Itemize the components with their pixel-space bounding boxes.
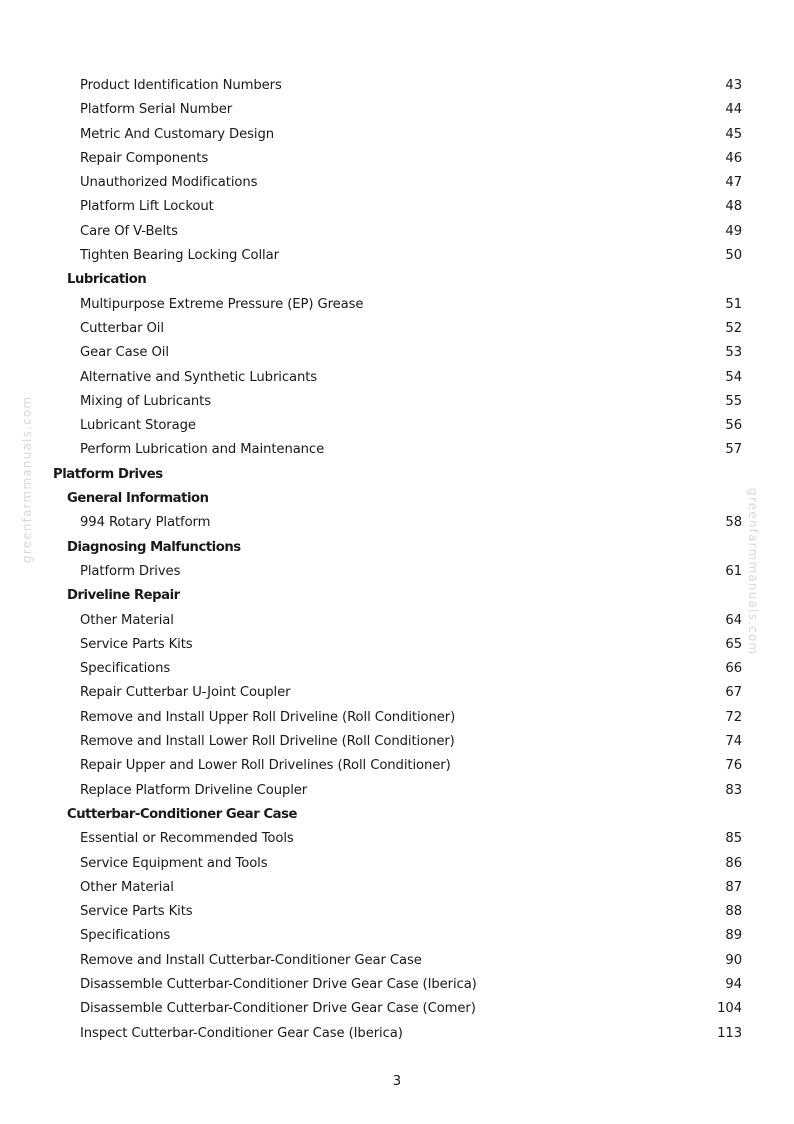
toc-entry-title: Replace Platform Driveline Coupler [80, 782, 308, 798]
toc-entry-title: Repair Upper and Lower Roll Drivelines (Roll Conditioner) [80, 758, 451, 774]
toc-entry[interactable] [0, 391, 794, 415]
toc-entry[interactable] [0, 367, 794, 391]
toc-entry-title: Essential or Recommended Tools [80, 831, 294, 847]
toc-subsection-heading[interactable] [0, 488, 794, 512]
toc-entry[interactable] [0, 780, 794, 804]
toc-entry-title: Platform Drives [80, 563, 181, 579]
toc-entry-title: Alternative and Synthetic Lubricants [80, 369, 318, 385]
toc-entry-title: Service Equipment and Tools [80, 855, 268, 871]
toc-entry[interactable] [0, 294, 794, 318]
toc-entry-title: Service Parts Kits [80, 904, 193, 920]
toc-entry-page-number: 89 [725, 928, 742, 944]
toc-entry[interactable] [0, 731, 794, 755]
toc-entry[interactable] [0, 707, 794, 731]
toc-entry[interactable] [0, 634, 794, 658]
toc-entry-title: 994 Rotary Platform [80, 515, 211, 531]
toc-entry-title: Specifications [80, 661, 171, 677]
toc-entry-page-number: 94 [725, 976, 742, 992]
toc-entry-page-number: 64 [725, 612, 742, 628]
toc-entry-title: Remove and Install Lower Roll Driveline (Roll Conditioner) [80, 734, 455, 750]
toc-entry-title: Tighten Bearing Locking Collar [80, 248, 279, 264]
watermark-left: greenfarmmanuals.com [20, 395, 34, 563]
toc-entry-title: Cutterbar Oil [80, 320, 164, 336]
toc-entry-page-number: 57 [725, 442, 742, 458]
toc-entry-page-number: 55 [725, 393, 742, 409]
toc-entry[interactable] [0, 245, 794, 269]
toc-subsection-heading[interactable] [0, 269, 794, 293]
toc-entry[interactable] [0, 828, 794, 852]
toc-entry[interactable] [0, 925, 794, 949]
toc-entry-page-number: 85 [725, 831, 742, 847]
toc-entry-title: Remove and Install Upper Roll Driveline (Roll Conditioner) [80, 709, 456, 725]
toc-entry[interactable] [0, 682, 794, 706]
toc-entry[interactable] [0, 1023, 794, 1047]
toc-entry-title: Metric And Customary Design [80, 126, 274, 142]
toc-entry-page-number: 47 [725, 175, 742, 191]
toc-entry-page-number: 90 [725, 952, 742, 968]
toc-entry-title: Platform Drives [53, 466, 163, 482]
toc-subsection-heading[interactable] [0, 537, 794, 561]
toc-entry-page-number: 104 [717, 1001, 742, 1017]
toc-entry-title: Repair Components [80, 150, 209, 166]
toc-entry-page-number: 58 [725, 515, 742, 531]
toc-entry-title: Cutterbar-Conditioner Gear Case [67, 806, 298, 822]
toc-entry[interactable] [0, 172, 794, 196]
toc-entry-title: Service Parts Kits [80, 636, 193, 652]
toc-entry-page-number: 65 [725, 636, 742, 652]
toc-entry-page-number: 83 [725, 782, 742, 798]
toc-entry[interactable] [0, 75, 794, 99]
toc-entry[interactable] [0, 124, 794, 148]
toc-section-heading[interactable] [0, 464, 794, 488]
toc-entry-title: Platform Lift Lockout [80, 199, 214, 215]
toc-entry-page-number: 54 [725, 369, 742, 385]
toc-entry-title: Disassemble Cutterbar-Conditioner Drive Gear Case (Comer) [80, 1001, 476, 1017]
toc-entry[interactable] [0, 901, 794, 925]
toc-entry-title: Other Material [80, 612, 174, 628]
toc-entry-title: Perform Lubrication and Maintenance [80, 442, 325, 458]
toc-entry-title: Other Material [80, 879, 174, 895]
toc-entry-page-number: 50 [725, 248, 742, 264]
toc-entry-page-number: 74 [725, 734, 742, 750]
toc-entry[interactable] [0, 610, 794, 634]
toc-entry[interactable] [0, 877, 794, 901]
toc-entry[interactable] [0, 99, 794, 123]
toc-entry-page-number: 56 [725, 418, 742, 434]
toc-entry-title: Specifications [80, 928, 171, 944]
page-number: 3 [392, 1074, 402, 1089]
toc-entry-title: Product Identification Numbers [80, 78, 282, 93]
toc-entry-page-number: 52 [725, 320, 742, 336]
toc-entry[interactable] [0, 439, 794, 463]
toc-entry-title: Multipurpose Extreme Pressure (EP) Grease [80, 296, 364, 312]
toc-entry[interactable] [0, 221, 794, 245]
toc-entry-page-number: 87 [725, 879, 742, 895]
toc-entry-title: Lubricant Storage [80, 418, 196, 434]
table-of-contents [0, 75, 794, 1047]
toc-entry-title: Repair Cutterbar U-Joint Coupler [80, 685, 291, 701]
toc-entry-page-number: 44 [725, 102, 742, 118]
toc-entry[interactable] [0, 950, 794, 974]
toc-entry-page-number: 113 [717, 1025, 742, 1041]
watermark-right: greenfarmmanuals.com [746, 488, 760, 656]
toc-entry-page-number: 61 [725, 563, 742, 579]
toc-entry[interactable] [0, 658, 794, 682]
toc-entry-title: Diagnosing Malfunctions [67, 539, 241, 555]
toc-entry[interactable] [0, 755, 794, 779]
toc-subsection-heading[interactable] [0, 585, 794, 609]
toc-entry-title: Lubrication [67, 272, 147, 288]
toc-entry[interactable] [0, 148, 794, 172]
toc-entry-page-number: 43 [725, 78, 742, 93]
toc-entry[interactable] [0, 853, 794, 877]
toc-entry-page-number: 86 [725, 855, 742, 871]
toc-entry-page-number: 66 [725, 661, 742, 677]
toc-entry-page-number: 45 [725, 126, 742, 142]
toc-entry-title: Platform Serial Number [80, 102, 233, 118]
toc-entry-page-number: 53 [725, 345, 742, 361]
toc-entry-page-number: 49 [725, 223, 742, 239]
toc-entry[interactable] [0, 561, 794, 585]
toc-entry-title: Remove and Install Cutterbar-Conditioner Gear Case [80, 952, 422, 968]
toc-entry-page-number: 76 [725, 758, 742, 774]
toc-entry-title: Disassemble Cutterbar-Conditioner Drive Gear Case (Iberica) [80, 976, 477, 992]
toc-entry-page-number: 72 [725, 709, 742, 725]
toc-entry[interactable] [0, 998, 794, 1022]
toc-entry-page-number: 88 [725, 904, 742, 920]
toc-entry[interactable] [0, 318, 794, 342]
toc-entry-page-number: 51 [725, 296, 742, 312]
toc-subsection-heading[interactable] [0, 804, 794, 828]
toc-entry-page-number: 46 [725, 150, 742, 166]
toc-entry-page-number: 48 [725, 199, 742, 215]
toc-entry-title: Inspect Cutterbar-Conditioner Gear Case (Iberica) [80, 1025, 403, 1041]
toc-entry[interactable] [0, 196, 794, 220]
toc-entry[interactable] [0, 974, 794, 998]
toc-entry-title: Mixing of Lubricants [80, 393, 211, 409]
toc-entry[interactable] [0, 342, 794, 366]
toc-entry-title: Unauthorized Modifications [80, 175, 258, 191]
toc-entry[interactable] [0, 415, 794, 439]
toc-entry-title: Driveline Repair [67, 588, 180, 604]
toc-entry-title: Care Of V-Belts [80, 223, 178, 239]
toc-entry-page-number: 67 [725, 685, 742, 701]
toc-entry-title: General Information [67, 491, 209, 507]
toc-entry[interactable] [0, 512, 794, 536]
toc-entry-title: Gear Case Oil [80, 345, 169, 361]
